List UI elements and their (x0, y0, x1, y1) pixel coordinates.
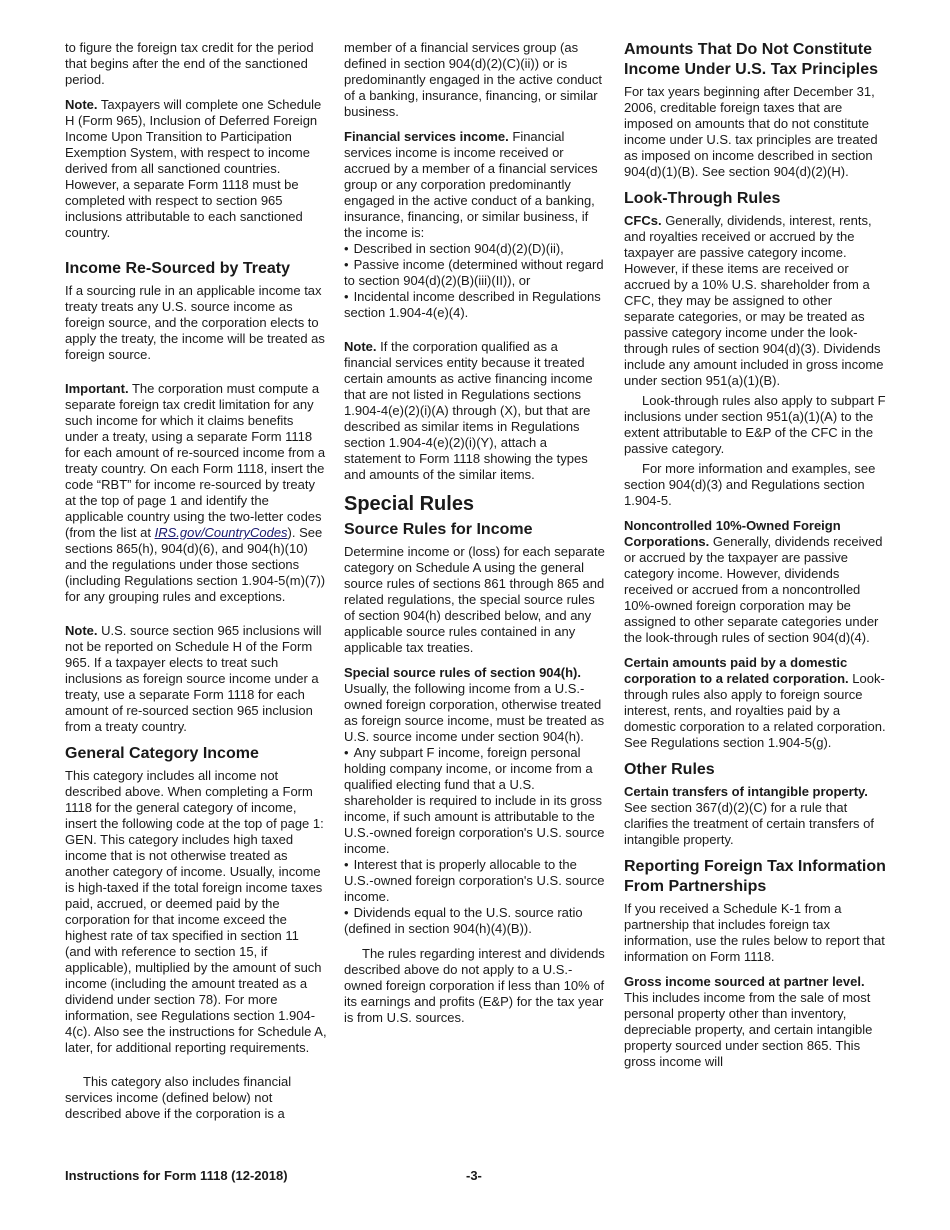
paragraph: to figure the foreign tax credit for the period that begins after the end of the sanctioned period. (65, 40, 314, 87)
gross-income-label: Gross income sourced at partner level. (624, 974, 865, 989)
paragraph: If you received a Schedule K-1 from a partnership that includes foreign tax information, use the rules below to report that information on Form 1118. (624, 901, 885, 964)
list-item: • Passive income (determined without regard to section 904(d)(2)(B)(iii)(II)), or (344, 257, 606, 289)
cfc-paragraph (624, 213, 886, 389)
noncontrolled-label: Noncontrolled 10%-Owned Foreign Corporations. (624, 518, 841, 549)
certain-transfers-text: See section 367(d)(2)(C) for a rule that clarifies the treatment of certain transfers of intangible property. (624, 800, 874, 847)
gross-income-text: This includes income from the sale of most personal property other than inventory, depreciable property, and certain intangible property sourced under section 865. This gross income will (624, 990, 873, 1069)
heading-amounts-not-income: Amounts That Do Not Constitute Income Under U.S. Tax Principles (624, 41, 878, 78)
note-text: If the corporation qualified as a financial services entity because it treated certain amounts as active financing income that are not listed in Regulations sections 1.904-4(e)(2)(i)(A) through (X), but that are described as similar items in Regulations section 1.904-4(e)(2)(i)(Y), attach a statement to Form 1118 showing the types and amounts of the similar items. (344, 339, 593, 482)
list-item: • Dividends equal to the U.S. source ratio (defined in section 904(h)(4)(B)). (344, 905, 606, 937)
footer-form-title: Instructions for Form 1118 (12-2018) (65, 1168, 288, 1183)
footer-page-number: -3- (466, 1168, 482, 1183)
certain-transfers-label: Certain transfers of intangible property. (624, 784, 868, 799)
note-paragraph (65, 97, 327, 241)
special-source-rules-list (344, 745, 606, 937)
important-paragraph (65, 381, 327, 605)
country-codes-link[interactable]: IRS.gov/CountryCodes (154, 525, 288, 540)
column-left (65, 40, 327, 1131)
financial-services-paragraph (344, 129, 606, 241)
note-text: U.S. source section 965 inclusions will not be reported on Schedule H of the Form 965. If a taxpayer elects to treat such inclusions as foreign source income under a treaty, use a separate Form 1118 for each amount of re-sourced section 965 inclusion from a treaty country. (65, 623, 322, 734)
paragraph: The rules regarding interest and dividends described above do not apply to a U.S.-owned foreign corporation if less than 10% of its earnings and profits (E&P) for the tax year is from U.S. sources. (344, 946, 605, 1025)
note-label: Note. (65, 97, 98, 112)
heading-general-category-income: General Category Income (65, 745, 259, 762)
heading-reporting-foreign-tax: Reporting Foreign Tax Information From Partnerships (624, 858, 886, 895)
list-item: • Incidental income described in Regulations section 1.904-4(e)(4). (344, 289, 606, 321)
note-paragraph (344, 339, 606, 483)
paragraph: member of a financial services group (as defined in section 904(d)(2)(C)(ii)) or is predominantly engaged in the active conduct of a banking, insurance, financing, or similar business. (344, 40, 603, 119)
special-source-rules-text: Usually, the following income from a U.S.-owned foreign corporation, otherwise treated as foreign source income, must be treated as U.S. source income under section 904(h). (344, 681, 605, 744)
paragraph: This category also includes financial services income (defined below) not described above if the corporation is a (65, 1074, 292, 1121)
heading-special-rules: Special Rules (344, 493, 475, 515)
paragraph: For tax years beginning after December 31, 2006, creditable foreign taxes that are imposed on amounts that do not constitute income under U.S. tax principles are treated as imposed on income described in section 904(d)(1)(B). See section 904(d)(2)(H). (624, 84, 878, 179)
list-item: • Interest that is properly allocable to the U.S.-owned foreign corporation's U.S. source income. (344, 857, 606, 905)
paragraph: For more information and examples, see section 904(d)(3) and Regulations section 1.904-5. (624, 461, 876, 508)
gross-income-paragraph (624, 974, 886, 1070)
list-item: • Any subpart F income, foreign personal holding company income, or income from a qualified electing fund that a U.S. shareholder is required to include in its gross income, if such amount is attributable to the U.S.-owned foreign corporation's U.S. source income. (344, 745, 606, 857)
column-middle (344, 40, 606, 1035)
certain-amounts-paragraph (624, 655, 886, 751)
list-item: • Described in section 904(d)(2)(D)(ii), (344, 241, 606, 257)
noncontrolled-text: Generally, dividends received or accrued by the taxpayer are passive category income. However, dividends received or accrued from a noncontrolled 10%-owned foreign corporation may be assigned to other separate categories under the look-through rules of section 904(d)(4). (624, 534, 883, 645)
certain-amounts-text: Look-through rules also apply to foreign source interest, rents, and royalties paid by a domestic corporation to a related corporation. See Regulations section 1.904-5(g). (624, 671, 886, 750)
financial-services-list (344, 241, 606, 321)
note-paragraph (65, 623, 327, 735)
heading-income-resourced-by-treaty: Income Re-Sourced by Treaty (65, 260, 290, 277)
financial-services-text: Financial services income is income received or accrued by a member of a financial services group or any corporation predominantly engaged in the active conduct of a banking, insurance, financing, or similar business, if the income is: (344, 129, 598, 240)
important-text-cont: ). See sections 865(h), 904(d)(6), and 904(h)(10) and the regulations under those sections (including Regulations section 1.904-5(m)(7)) for any grouping rules and exceptions. (65, 525, 326, 604)
heading-other-rules: Other Rules (624, 761, 715, 778)
note-label: Note. (344, 339, 377, 354)
paragraph: Determine income or (loss) for each separate category on Schedule A using the general source rules of sections 861 through 865 and related regulations, the special source rules of section 904(h) described below, and any applicable source rules contained in any applicable tax treaties. (344, 544, 605, 655)
certain-transfers-paragraph (624, 784, 886, 848)
special-source-rules-paragraph (344, 665, 606, 745)
special-source-rules-label: Special source rules of section 904(h). (344, 665, 581, 680)
paragraph: If a sourcing rule in an applicable income tax treaty treats any U.S. source income as foreign source, and the corporation elects to apply the treaty, the income will be treated as foreign source. (65, 283, 325, 362)
heading-look-through-rules: Look-Through Rules (624, 190, 781, 207)
important-text: The corporation must compute a separate foreign tax credit limitation for any such income for which it claims benefits under a treaty, using a separate Form 1118 for each amount of re-sourced income from a treaty country. On each Form 1118, insert the code “RBT” for income re-sourced by treaty at the top of page 1 and identify the applicable country using the two-letter codes (from the list at (65, 381, 326, 540)
paragraph: Look-through rules also apply to subpart F inclusions under section 951(a)(1)(A) to the extent attributable to E&P of the CFC in the passive category. (624, 393, 886, 456)
cfc-text: Generally, dividends, interest, rents, and royalties received or accrued by the taxpayer are passive category income. However, if these items are received or accrued by a 10% U.S. shareholder from a CFC, they may be assigned to other separate categories, or may be treated as passive category income under the look-through rules of section 904(d)(3). Dividends include any amount included in gross income under section 951(a)(1)(B). (624, 213, 884, 388)
note-label: Note. (65, 623, 98, 638)
column-right (624, 40, 886, 1079)
important-label: Important. (65, 381, 129, 396)
noncontrolled-paragraph (624, 518, 886, 646)
cfc-label: CFCs. (624, 213, 662, 228)
certain-amounts-label: Certain amounts paid by a domestic corporation to a related corporation. (624, 655, 849, 686)
note-text: Taxpayers will complete one Schedule H (Form 965), Inclusion of Deferred Foreign Income Upon Transition to Participation Exemption System, with respect to income derived from all sanctioned countries. However, a separate Form 1118 must be completed with respect to section 965 inclusions attributable to each sanctioned country. (65, 97, 322, 240)
paragraph: This category includes all income not described above. When completing a Form 1118 for the general category of income, insert the following code at the top of page 1: GEN. This category includes high taxed income that is not otherwise treated as another category of income. Usually, income is high-taxed if the total foreign income taxes paid, accrued, or deemed paid by the corporation for that income exceed the highest rate of tax specified in section 11 (and with reference to section 15, if applicable), multiplied by the amount of such income (including the amount treated as a dividend under section 78). For more information, see Regulations section 1.904-4(c). Also see the instructions for Schedule A, later, for additional reporting requirements. (65, 768, 327, 1055)
financial-services-label: Financial services income. (344, 129, 509, 144)
heading-source-rules: Source Rules for Income (344, 521, 533, 538)
